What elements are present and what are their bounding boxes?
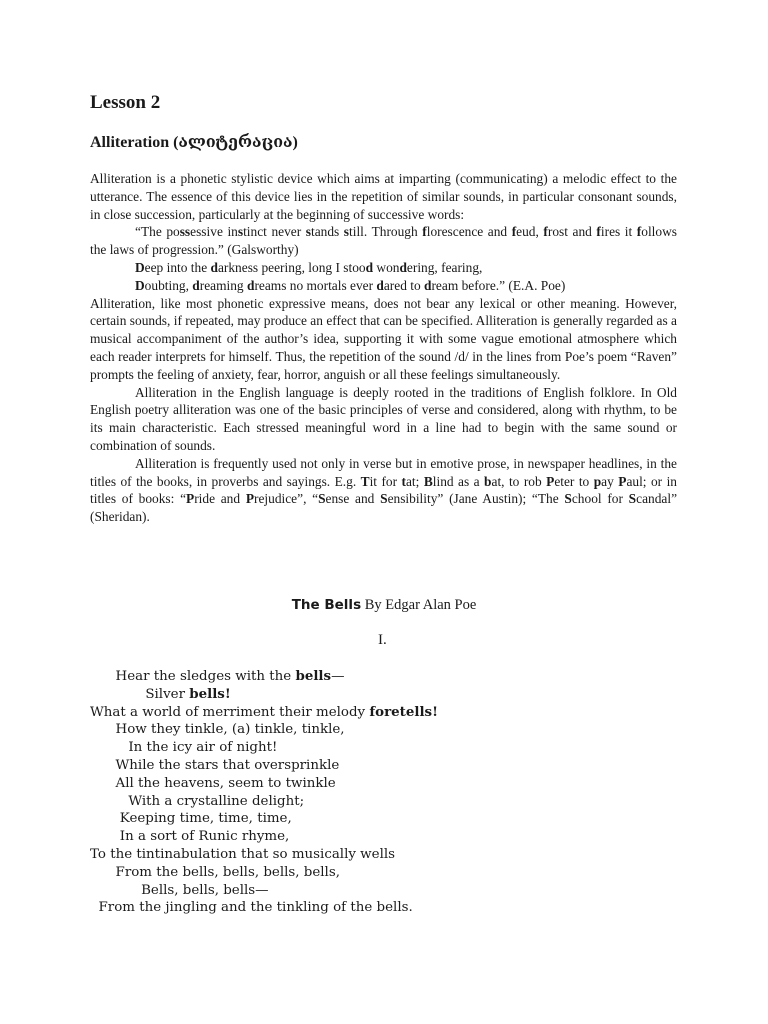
- intro-paragraph: Alliteration is a phonetic stylistic device which aims at imparting (communicating) a melodic effect to the utterance. The essence of this device lies in the repetition of similar sounds, in particular consonant sounds, in close succession, particularly at the beginning of successive words:: [90, 171, 677, 222]
- usage-paragraph: Alliteration is frequently used not only in verse but in emotive prose, in newspaper headlines, in the titles of the books, in proverbs and sayings. E.g. Tit for tat; Blind as a bat, to rob Peter to pay Paul; or in titles of books: “Pride and Prejudice”, “Sense and Sensibility” (Jane Austin); “The School for Scandal” (Sheridan).: [90, 455, 678, 525]
- poem-stanza: [90, 668, 438, 917]
- poem-line: Keeping time, time, time,: [119, 811, 292, 827]
- poem-line: In a sort of Runic rhyme,: [119, 829, 290, 845]
- stanza-number: I.: [378, 632, 387, 648]
- poem-line: Hear the sledges with the bells—: [115, 668, 345, 684]
- galsworthy-quote: “The possessive instinct never stands still. Through florescence and feud, frost and fires it follows the laws of progression.” (Galsworthy): [90, 224, 677, 258]
- poe-quote-line: Doubting, dreaming dreams no mortals ever dared to dream before.” (E.A. Poe): [135, 277, 566, 293]
- poem-line: In the icy air of night!: [128, 740, 278, 756]
- poem-line: From the jingling and the tinkling of the bells.: [98, 900, 413, 916]
- lesson-body: [90, 170, 677, 526]
- poem-line: What a world of merriment their melody foretells!: [90, 703, 438, 720]
- poe-quote-line: Deep into the darkness peering, long I stood wondering, fearing,: [135, 259, 483, 275]
- section-title: Alliteration (ალიტერაცია): [90, 134, 298, 151]
- folklore-paragraph: Alliteration in the English language is deeply rooted in the traditions of English folklore. In Old English poetry alliteration was one of the basic principles of verse and considered, along with rhythm, to be its main characteristic. Each stressed meaningful word in a line had to begin with the same sound or combination of sounds.: [90, 384, 677, 453]
- poem-line: To the tintinabulation that so musically wells: [90, 846, 396, 862]
- poem-title: The Bells By Edgar Alan Poe: [291, 597, 477, 613]
- poem-line: While the stars that oversprinkle: [115, 757, 340, 773]
- lesson-title: Lesson 2: [90, 92, 161, 113]
- poem-author: By Edgar Alan Poe: [361, 597, 477, 613]
- poem-line: Silver bells!: [145, 685, 231, 702]
- poem-line: How they tinkle, (a) tinkle, tinkle,: [115, 722, 345, 738]
- poem-line: With a crystalline delight;: [128, 793, 305, 809]
- meaning-paragraph: Alliteration, like most phonetic expressive means, does not bear any lexical or other meaning. However, certain sounds, if repeated, may produce an effect that can be specified. Alliteration is generally regarded as a musical accompaniment of the author’s idea, supporting it with some vague emotional atmosphere which each reader interprets for himself. Thus, the repetition of the sound /d/ in the lines from Poe’s poem “Raven” prompts the feeling of anxiety, fear, horror, anguish or all these feelings simultaneously.: [90, 295, 677, 382]
- poem-line: From the bells, bells, bells, bells,: [115, 864, 340, 880]
- poem-line: All the heavens, seem to twinkle: [115, 775, 336, 791]
- poem-line: Bells, bells, bells—: [141, 882, 269, 898]
